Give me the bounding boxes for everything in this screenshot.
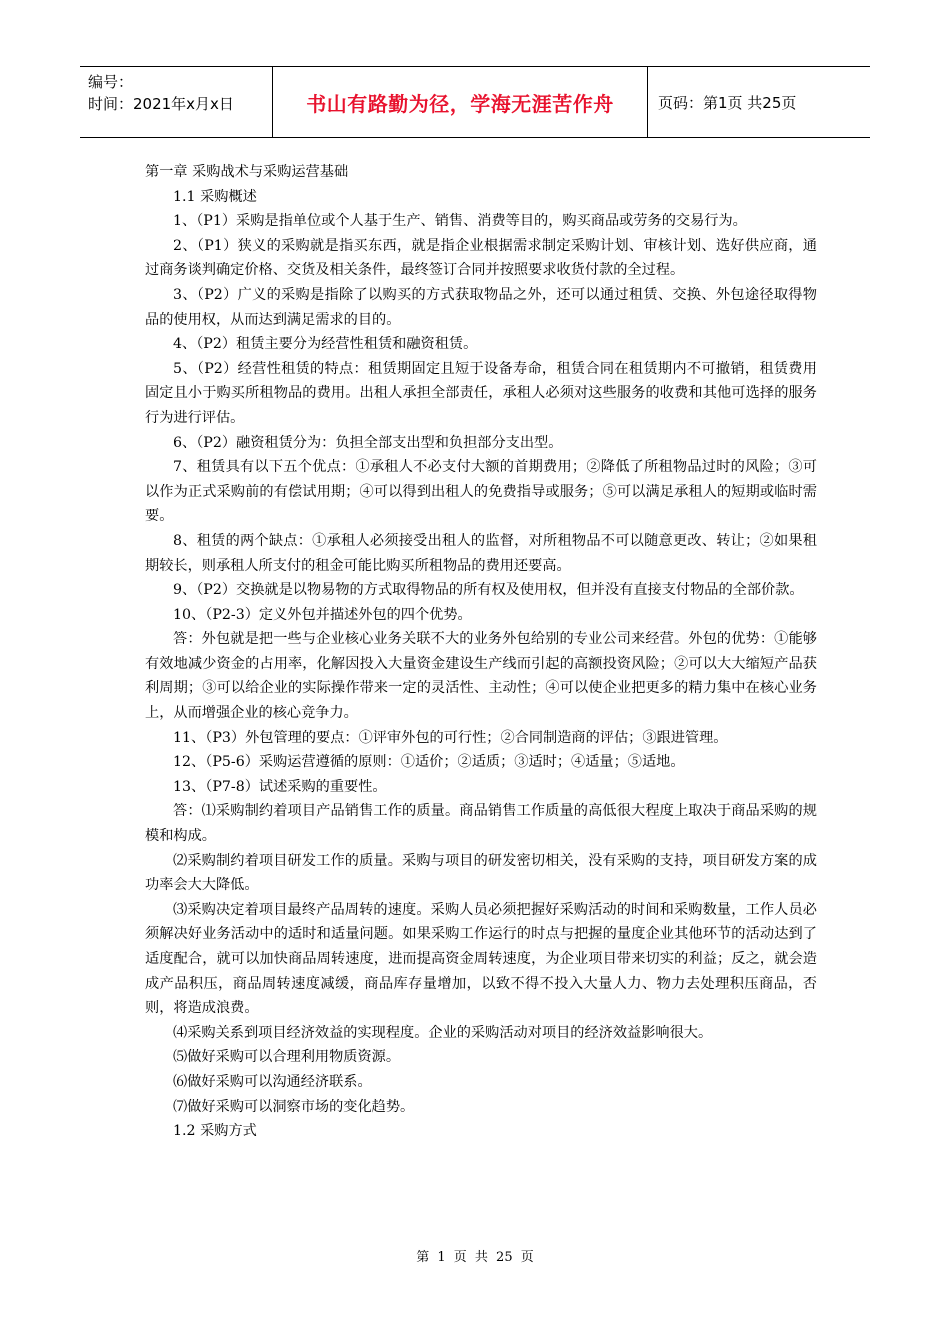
section-heading: 1.1 采购概述 xyxy=(173,188,257,205)
paragraph: ⑷采购关系到项目经济效益的实现程度。企业的采购活动对项目的经济效益影响很大。 xyxy=(173,1024,713,1041)
paragraph: 1、（P1）采购是指单位或个人基于生产、销售、消费等目的，购买商品或劳务的交易行为。 xyxy=(173,213,747,230)
paragraph: 10、（P2-3）定义外包并描述外包的四个优势。 xyxy=(173,606,472,623)
page-footer: 第 1 页 共 25 页 xyxy=(416,1250,534,1265)
paragraph: 9、（P2）交换就是以物易物的方式取得物品的所有权及使用权，但并没有直接支付物品的全部价款。 xyxy=(173,582,804,599)
paragraph: 4、（P2）租赁主要分为经营性租赁和融资租赁。 xyxy=(173,336,478,353)
paragraph: ⑺做好采购可以洞察市场的变化趋势。 xyxy=(173,1098,415,1115)
paragraph: 2、（P1）狭义的采购就是指买东西，就是指企业根据需求制定采购计划、审核计划、选好供应商，通过商务谈判确定价格、交货及相关条件，最终签订合同并按照要求收货付款的全过程。 xyxy=(145,237,817,279)
paragraph: ⑸做好采购可以合理利用物质资源。 xyxy=(173,1049,401,1066)
paragraph: 13、（P7-8）试述采购的重要性。 xyxy=(173,778,387,795)
paragraph: 答：外包就是把一些与企业核心业务关联不大的业务外包给别的专业公司来经营。外包的优势：①能够有效地减少资金的占用率，化解因投入大量资金建设生产线而引起的高额投资风险；②可以大大缩短产品获利周期；③可以给企业的实际操作带来一定的灵活性、主动性；④可以使企业把更多的精力集中在核心业务上，从而增强企业的核心竞争力。 xyxy=(145,631,817,722)
paragraph: 11、（P3）外包管理的要点：①评审外包的可行性；②合同制造商的评估；③跟进管理。 xyxy=(173,729,728,746)
chapter-title: 第一章 采购战术与采购运营基础 xyxy=(145,164,349,180)
paragraph: ⑶采购决定着项目最终产品周转的速度。采购人员必须把握好采购活动的时间和采购数量，工作人员必须解决好业务活动中的适时和适量问题。如果采购工作运行的时点与把握的量度企业其他环节的活动达到了适度配合，就可以加快商品周转速度，进而提高资金周转速度，为企业项目带来切实的利益；反之，就会造成产品积压，商品周转速度减缓，商品库存量增加，以致不得不投入大量人力、物力去处理积压商品，否则，将造成浪费。 xyxy=(145,901,817,1017)
paragraph: ⑹做好采购可以沟通经济联系。 xyxy=(173,1073,372,1090)
paragraph: 5、（P2）经营性租赁的特点：租赁期固定且短于设备寿命，租赁合同在租赁期内不可撤销，租赁费用固定且小于购买所租物品的费用。出租人承担全部责任，承租人必须对这些服务的收费和其他可选择的服务行为进行评估。 xyxy=(145,360,817,426)
document-number-label: 编号： xyxy=(88,73,134,91)
section-heading: 1.2 采购方式 xyxy=(173,1123,257,1140)
paragraph: 12、（P5-6）采购运营遵循的原则：①适价；②适质；③适时；④适量；⑤适地。 xyxy=(173,754,685,771)
document-date: 时间：2021年x月x日 xyxy=(88,95,234,113)
page-header xyxy=(80,66,870,138)
document-body xyxy=(145,160,817,1144)
header-motto: 书山有路勤为径，学海无涯苦作舟 xyxy=(272,67,648,137)
paragraph: ⑵采购制约着项目研发工作的质量。采购与项目的研发密切相关，没有采购的支持，项目研发方案的成功率会大大降低。 xyxy=(145,852,817,894)
header-meta xyxy=(80,67,272,137)
paragraph: 3、（P2）广义的采购是指除了以购买的方式获取物品之外，还可以通过租赁、交换、外包途径取得物品的使用权，从而达到满足需求的目的。 xyxy=(145,286,817,328)
paragraph: 7、租赁具有以下五个优点：①承租人不必支付大额的首期费用；②降低了所租物品过时的风险；③可以作为正式采购前的有偿试用期；④可以得到出租人的免费指导或服务；⑤可以满足承租人的短期或临时需要。 xyxy=(145,459,817,525)
paragraph: 答：⑴采购制约着项目产品销售工作的质量。商品销售工作质量的高低很大程度上取决于商品采购的规模和构成。 xyxy=(145,803,817,845)
paragraph: 6、（P2）融资租赁分为：负担全部支出型和负担部分支出型。 xyxy=(173,434,563,451)
header-page-info: 页码：第1页 共25页 xyxy=(658,93,797,112)
paragraph: 8、租赁的两个缺点：①承租人必须接受出租人的监督，对所租物品不可以随意更改、转让；②如果租期较长，则承租人所支付的租金可能比购买所租物品的费用还要高。 xyxy=(145,532,817,574)
